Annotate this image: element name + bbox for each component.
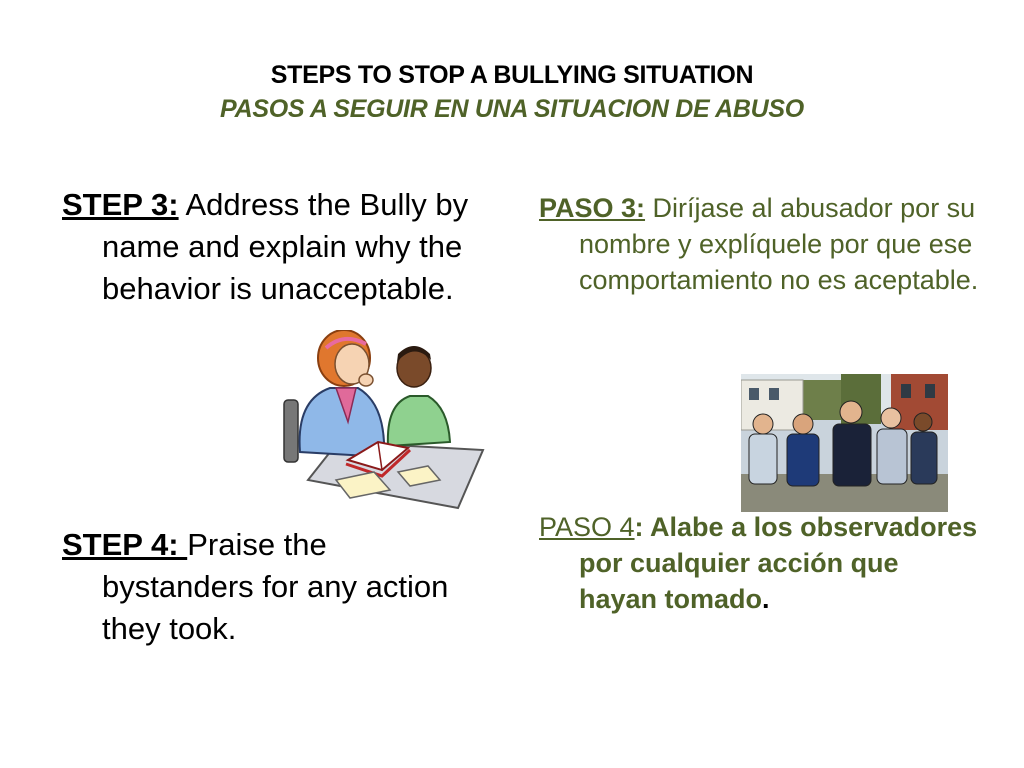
paso-3-text: Diríjase al abusador por su nombre y explíquele por que ese comportamiento no es aceptable.	[579, 193, 979, 295]
title-english: STEPS TO STOP A BULLYING SITUATION	[270, 61, 754, 89]
paso-4-spanish	[539, 509, 979, 617]
step-3-english	[62, 184, 522, 310]
paso-3-spanish	[539, 190, 999, 298]
title-spanish: PASOS A SEGUIR EN UNA SITUACION DE ABUSO	[220, 95, 804, 123]
step-3-label: STEP 3:	[62, 187, 179, 222]
teacher-student-clipart	[278, 330, 488, 520]
slide-title	[0, 58, 1024, 126]
step-4-english	[62, 524, 482, 650]
step-4-label: STEP 4:	[62, 527, 188, 562]
paso-4-text: : Alabe a los observadores por cualquier acción que hayan tomado	[579, 512, 978, 614]
paso-4-label: PASO 4	[539, 512, 635, 542]
step-3-text: Address the Bully by name and explain why the behavior is unacceptable.	[102, 187, 469, 306]
paso-4-period: .	[762, 584, 770, 614]
paso-3-label: PASO 3:	[539, 193, 646, 223]
step-4-text: Praise the bystanders for any action they took.	[102, 527, 449, 646]
group-photo	[741, 374, 948, 512]
